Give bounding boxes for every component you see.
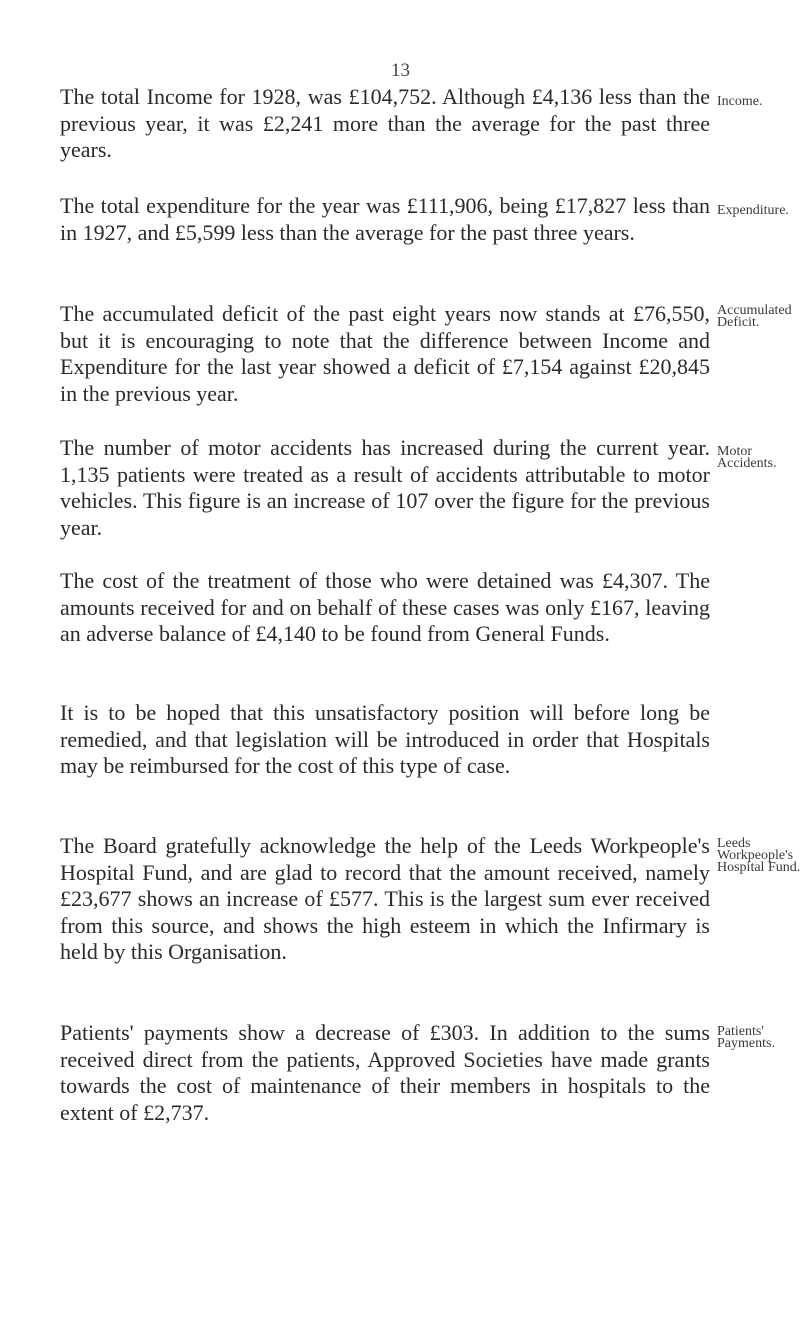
paragraph-motor-accidents: The number of motor accidents has increased during the current year. 1,135 patients were treated as a result of accidents attributable to motor vehicles. This figure is an increase of 107 over the figure for the previous year.: [60, 435, 710, 540]
margin-note-patients-payments: Patients' Payments.: [717, 1024, 775, 1051]
paragraph-legislation-hope: It is to be hoped that this unsatisfactory position will before long be remedied, and that legislation will be introduced in order that Hospitals may be reimbursed for the cost of this type of case.: [60, 700, 710, 778]
page-number: 13: [391, 60, 410, 81]
paragraph-income: The total Income for 1928, was £104,752. Although £4,136 less than the previous year, it was £2,241 more than the average for the past three years.: [60, 84, 710, 162]
paragraph-workpeoples-fund: The Board gratefully acknowledge the help of the Leeds Workpeople's Hospital Fund, and are glad to record that the amount received, namely £23,677 shows an increase of £577. This is the largest sum ever received from this source, and shows the high esteem in which the Infirmary is held by this Organisation.: [60, 833, 710, 964]
margin-note-expenditure: Expenditure.: [717, 203, 789, 218]
margin-note-motor-accidents: Motor Accidents.: [717, 444, 777, 471]
margin-note-accumulated-deficit: Accumulated Deficit.: [717, 303, 792, 330]
paragraph-accumulated-deficit: The accumulated deficit of the past eight years now stands at £76,550, but it is encouraging to note that the difference between Income and Expenditure for the last year showed a deficit of £7,154 against £20,845 in the previous year.: [60, 301, 710, 406]
margin-note-workpeoples-fund: Leeds Workpeople's Hospital Fund.: [717, 836, 801, 875]
margin-note-income: Income.: [717, 94, 763, 109]
paragraph-expenditure: The total expenditure for the year was £111,906, being £17,827 less than in 1927, and £5,599 less than the average for the past three years.: [60, 193, 710, 245]
paragraph-patients-payments: Patients' payments show a decrease of £303. In addition to the sums received direct from the patients, Approved Societies have made grants towards the cost of maintenance of their members in hospitals to the extent of £2,737.: [60, 1020, 710, 1125]
paragraph-treatment-cost: The cost of the treatment of those who were detained was £4,307. The amounts received for and on behalf of these cases was only £167, leaving an adverse balance of £4,140 to be found from General Funds.: [60, 568, 710, 646]
